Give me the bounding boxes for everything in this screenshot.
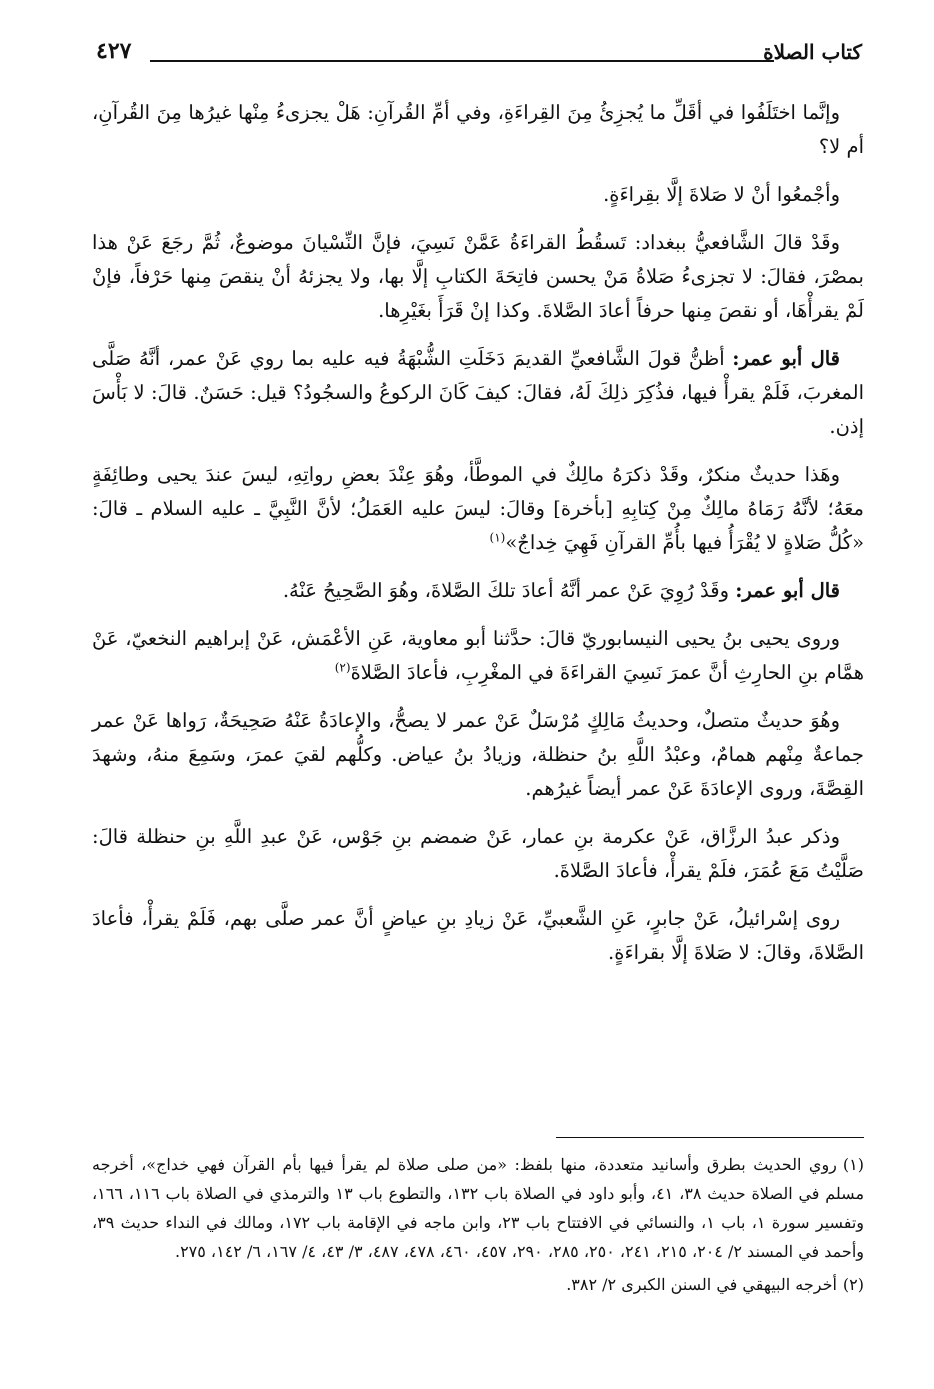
main-text [92,96,864,984]
paragraph: وقَدْ قالَ الشَّافعيُّ ببغداد: تَسقُطُ القراءَةُ عَمَّنْ نَسِيَ، فإنَّ النِّسْيانَ موضوعٌ، ثُمَّ رجَعَ عَنْ هذا بمصْرَ، فقالَ: لا تجزىءُ صَلاةُ مَنْ يحسن فاتِحَةَ الكتابِ إلَّا بها، ولا يجزئهُ أنْ ينقصَ مِنها حَرْفاً، فإنْ لَمْ يقرأْهَا، أو نقصَ مِنها حرفاً أعادَ الصَّلاةَ. وكذا إنْ قَرَأَ بغَيْرِها. [92,231,864,322]
paragraph: وأجْمعُوا أنْ لا صَلاةَ إلَّا بقِراءَةٍ. [603,183,840,206]
book-title: كتاب الصلاة [763,40,862,64]
footnote-ref: (٢) [334,660,351,675]
paragraph: وروى يحيى بنُ يحيى النيسابوريّ قالَ: حدَّثنا أبو معاوية، عَنِ الأعْمَش، عَنْ إبراهيم النخعيّ، عَنْ همَّام بنِ الحارِثِ أنَّ عمرَ نَسِيَ القراءَةَ في المغْرِبِ، فأعادَ الصَّلاةَ$^{(٢)}$ [92,627,864,684]
paragraph: وذكر عبدُ الرزَّاق، عَنْ عكرمة بنِ عمار، عَنْ ضمضم بنِ جَوْس، عَنْ عبدِ اللَّهِ بنِ حنظلة قالَ: صَلَّيْتُ مَعَ عُمَرَ، فلَمْ يقرأْ، فأعادَ الصَّلاةَ. [92,825,864,882]
running-header [96,30,862,64]
paragraph: وهَذا حديثٌ منكرٌ، وقَدْ ذكرَهُ مالِكٌ في الموطَّأ، وهُوَ عِنْدَ بعضِ رواتِهِ، ليسَ عندَ يحيى وطائِفَةٍ معَهُ؛ لأنَّهُ رَمَاهُ مالِكٌ مِنْ كِتابِهِ [بأخرة] وقالَ: ليسَ عليه العَمَلُ؛ لأنَّ النَّبِيَّ ـ عليه السلام ـ قالَ: «كُلُّ صَلاةٍ لا يُقْرَأُ فيها بأُمِّ القرآنِ فَهِيَ خِداجٌ»$^{(١)}$ [92,463,864,554]
paragraph: روى إسْرائيلُ، عَنْ جابرٍ، عَنِ الشَّعبيِّ، عَنْ زيادِ بنِ عياضٍ أنَّ عمر صلَّى بهم، فَلَمْ يقرأْ، فأعادَ الصَّلاةَ، وقالَ: لا صَلاةَ إلَّا بقراءَةٍ. [92,907,864,964]
paragraph: وإنَّما اختَلَفُوا في أقَلِّ ما يُجزِئُ مِنَ القِراءَةِ، وفي أمِّ القُرآنِ: هَلْ يجزىءُ مِنْها غيرُها مِنَ القُرآنِ، أم لا؟ [92,101,864,158]
paragraph: وهُوَ حديثٌ متصلٌ، وحديثُ مَالِكٍ مُرْسَلٌ عَنْ عمر لا يصحُّ، والإعادَةُ عَنْهُ صَحِيحَةٌ، رَواها عَنْ عمر جماعةٌ مِنْهم همامٌ، وعبْدُ اللَّهِ بنُ حنظلة، وزيادُ بنُ عياض. وكلُّهم لقيَ عمرَ، وسَمِعَ منهُ، وشهدَ القِصَّةَ، وروى الإعادَةَ عَنْ عمر أيضاً غيرُهم. [92,709,864,800]
speaker-label: قال أبو عمر: [735,579,840,602]
footnotes [92,1150,864,1303]
footnote-ref: (١) [489,530,506,545]
page-number: ٤٢٧ [96,38,132,64]
header-rule [150,60,774,62]
footnote-number: (١) [842,1155,864,1174]
footnote-number: (٢) [842,1275,864,1294]
footnote: (١)روي الحديث بطرق وأسانيد متعددة، منها بلفظ: «من صلى صلاة لم يقرأ فيها بأم القرآن فهي خداج»، أخرجه مسلم في الصلاة حديث ٣٨، ٤١، وأبو داود في الصلاة باب ١٣٢، والتطوع باب ١٣ والترمذي في الصلاة باب ١١٦، ١٦٦، وتفسير سورة ١، باب ١، والنسائي في الافتتاح باب ٢٣، وابن ماجه في الإقامة باب ١٧٢، ومالك في النداء حديث ٣٩، وأحمد في المسند ٢/ ٢٠٤، ٢١٥، ٢٤١، ٢٥٠، ٢٨٥، ٢٩٠، ٤٥٧، ٤٦٠، ٤٧٨، ٤٨٧، ٣/ ٤٣، ٤/ ١٦٧، ٦/ ١٤٢، ٢٧٥. [92,1155,865,1261]
paragraph: قال أبو عمر: وقَدْ رُوِيَ عَنْ عمر أنَّهُ أعادَ تلكَ الصَّلاةَ، وهُوَ الصَّحِيحُ عَنْهُ. [282,579,840,602]
speaker-label: قال أبو عمر: [732,347,840,370]
footnote-rule [556,1137,864,1138]
footnote: (٢)أخرجه البيهقي في السنن الكبرى ٢/ ٣٨٢. [566,1275,864,1294]
paragraph: قال أبو عمر: أظنُّ قولَ الشَّافعيِّ القديمَ دَخَلَتِ الشُّبْهَةُ فيه عليه بما روي عَنْ عمر، أنَّهُ صَلَّى المغربَ، فَلَمْ يقرأْ فيها، فذُكِرَ ذلِكَ لَهُ، فقالَ: كيفَ كَانَ الركوعُ والسجُودُ؟ قيل: حَسَنٌ. قالَ: لا بَأْسَ إذن. [92,347,864,438]
